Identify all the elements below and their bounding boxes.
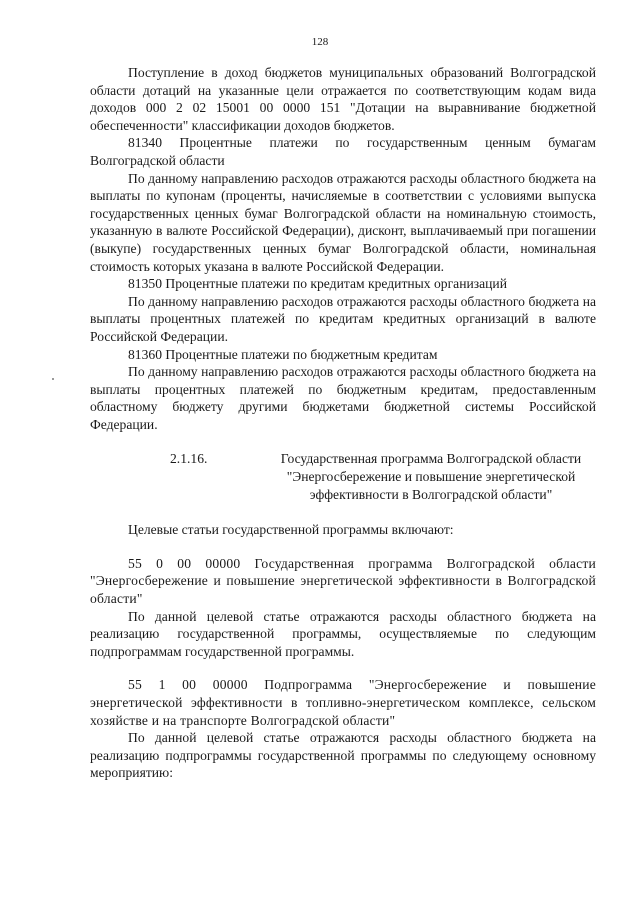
paragraph: По данному направлению расходов отражаются расходы областного бюджета на выплаты по купонам (проценты, начисляемые в соответствии с условиями выпуска государственных ценных бумаг Волгоградской области на номинальную стоимость, указанную в валюте Российской Федерации), дисконт, выплачиваемый при погашении (выкупе) государственных ценных бумаг Волгоградской области, номинальная стоимость которых указана в валюте Российской Федерации. <box>90 170 596 274</box>
paragraph-code-81340: 81340 Процентные платежи по государственным ценным бумагам Волгоградской области <box>90 135 596 168</box>
page-number: 128 <box>311 36 329 48</box>
paragraph-code-81360: 81360 Процентные платежи по бюджетным кредитам <box>128 346 438 362</box>
paragraph-code-81350: 81350 Процентные платежи по кредитам кредитных организаций <box>128 276 507 292</box>
paragraph: Поступление в доход бюджетов муниципальных образований Волгоградской области дотаций на указанные цели отражается по соответствующим кодам вида доходов 000 2 02 15001 00 0000 151 "Дотации на выравнивание бюджетной обеспеченности" классификации доходов бюджетов. <box>90 65 596 133</box>
section-title: Государственная программа Волгоградской области "Энергосбережение и повышение энергетической эффективности в Волгоградской области" <box>280 451 582 502</box>
paragraph-target-55-0: 55 0 00 00000 Государственная программа Волгоградской области "Энергосбережение и повышение энергетической эффективности в Волгоградской области" <box>90 555 596 607</box>
paragraphs-top <box>90 64 596 433</box>
section-number: 2.1.16. <box>170 451 208 467</box>
paragraph: По данной целевой статье отражаются расходы областного бюджета на реализацию государственной программы, осуществляемые по следующим подпрограммам государственной программы. <box>90 608 596 659</box>
paragraph: По данной целевой статье отражаются расходы областного бюджета на реализацию подпрограммы государственной программы по следующему основному мероприятию: <box>90 730 596 781</box>
scan-speck <box>52 378 54 380</box>
paragraphs-bottom <box>90 521 596 782</box>
paragraph: По данному направлению расходов отражаются расходы областного бюджета на выплаты процентных платежей по бюджетным кредитам, предоставленным областному бюджету другими бюджетами бюджетной системы Российской Федерации. <box>90 364 596 432</box>
section-heading <box>90 450 596 503</box>
paragraph-intro: Целевые статьи государственной программы включают: <box>128 522 454 538</box>
document-body <box>90 64 596 782</box>
paragraph: По данному направлению расходов отражаются расходы областного бюджета на выплаты процентных платежей по кредитам кредитных организаций в валюте Российской Федерации. <box>90 293 596 344</box>
paragraph-target-55-1: 55 1 00 00000 Подпрограмма "Энергосбережение и повышение энергетической эффективности в топливно-энергетическом комплексе, сельском хозяйстве и на транспорте Волгоградской области" <box>90 677 596 728</box>
